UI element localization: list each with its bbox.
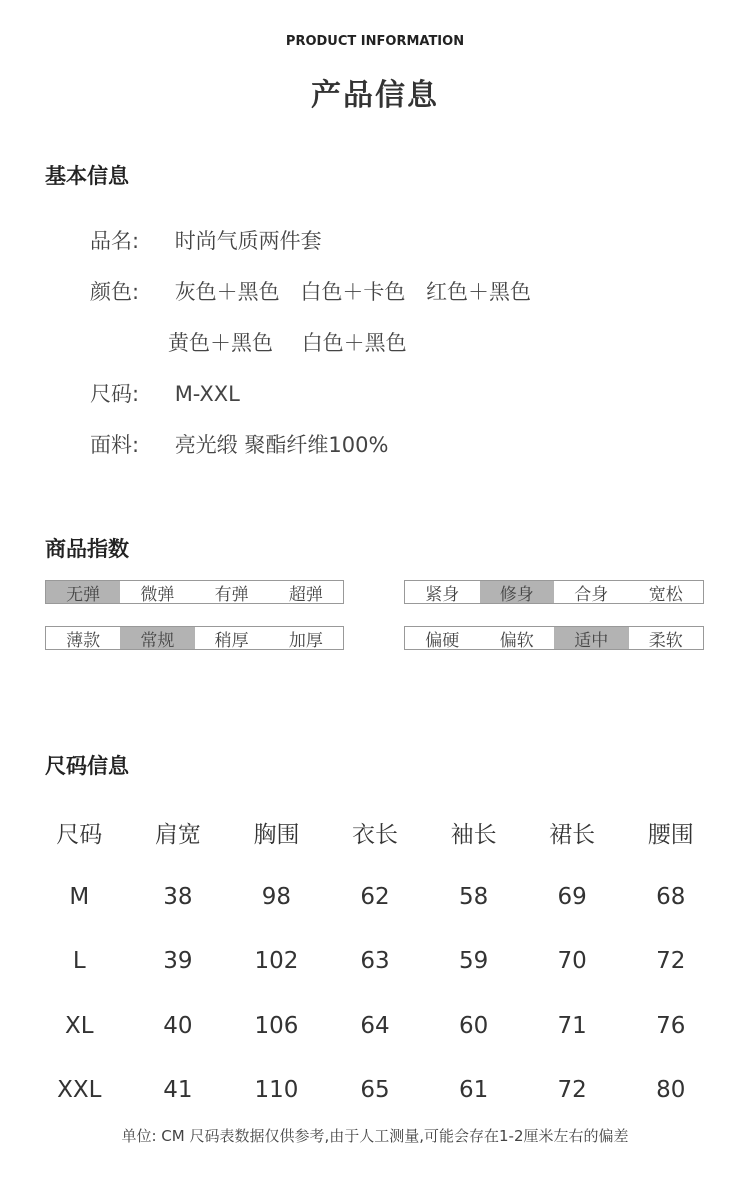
table-row xyxy=(30,1058,720,1123)
table-cell: 64 xyxy=(360,1012,390,1039)
table-cell: 102 xyxy=(254,948,299,975)
name-row xyxy=(90,225,336,255)
table-cell: 62 xyxy=(360,883,390,910)
elasticity-scale xyxy=(45,580,344,604)
name-label: 品名: xyxy=(90,229,140,253)
elasticity-option: 无弹 xyxy=(46,581,120,603)
softness-option: 偏软 xyxy=(499,630,534,651)
thickness-scale xyxy=(45,626,344,650)
softness-option: 适中 xyxy=(554,627,629,649)
table-cell: 106 xyxy=(254,1012,299,1039)
table-cell: 60 xyxy=(458,1012,489,1039)
color-value: 白色＋黑色 xyxy=(301,331,407,355)
table-row xyxy=(30,865,720,930)
thickness-option: 加厚 xyxy=(288,630,323,651)
table-header-cell: 衣长 xyxy=(352,821,399,848)
table-cell: L xyxy=(72,948,86,975)
color-value: 红色＋黑色 xyxy=(426,280,532,304)
color-value: 灰色＋黑色 xyxy=(174,280,280,304)
thickness-option: 薄款 xyxy=(66,630,101,651)
table-header-cell: 裙长 xyxy=(549,821,596,848)
color-row-2 xyxy=(168,327,421,357)
table-cell: 70 xyxy=(557,948,587,975)
table-cell: 72 xyxy=(557,1077,587,1104)
size-label: 尺码: xyxy=(90,382,140,406)
table-cell: 76 xyxy=(656,1012,686,1039)
color-value: 白色＋卡色 xyxy=(300,280,406,304)
table-cell: 68 xyxy=(656,883,686,910)
fit-option: 修身 xyxy=(480,581,555,603)
table-cell: 39 xyxy=(163,948,193,975)
softness-option: 柔软 xyxy=(648,630,683,651)
table-cell: 72 xyxy=(656,948,686,975)
softness-option: 偏硬 xyxy=(425,630,460,651)
page-title: 产品信息 xyxy=(311,78,439,113)
color-value: 黄色＋黑色 xyxy=(168,331,273,355)
size-info-title: 尺码信息 xyxy=(45,754,129,778)
elasticity-option: 有弹 xyxy=(214,584,249,605)
color-label: 颜色: xyxy=(90,280,140,304)
thickness-option: 稍厚 xyxy=(214,630,249,651)
table-cell: 71 xyxy=(557,1012,587,1039)
size-table xyxy=(30,800,720,1123)
table-cell: 80 xyxy=(656,1077,686,1104)
table-cell: 69 xyxy=(557,883,587,910)
fit-option: 紧身 xyxy=(425,584,460,605)
fabric-label: 面料: xyxy=(90,433,140,457)
table-cell: XL xyxy=(65,1012,94,1039)
table-header-cell: 胸围 xyxy=(253,821,300,848)
thickness-option: 常规 xyxy=(120,627,194,649)
fit-option: 宽松 xyxy=(648,584,683,605)
table-cell: M xyxy=(69,883,90,910)
fit-scale xyxy=(404,580,704,604)
table-cell: 59 xyxy=(458,948,489,975)
table-cell: 65 xyxy=(360,1077,390,1104)
table-header-row xyxy=(30,800,720,865)
table-cell: 41 xyxy=(163,1077,193,1104)
table-cell: 110 xyxy=(254,1077,299,1104)
table-header-cell: 腰围 xyxy=(647,821,694,848)
color-row xyxy=(90,276,545,306)
softness-scale xyxy=(404,626,704,650)
table-cell: 98 xyxy=(261,883,292,910)
size-value: M-XXL xyxy=(174,382,240,406)
name-value: 时尚气质两件套 xyxy=(174,229,322,253)
elasticity-option: 微弹 xyxy=(140,584,175,605)
basic-info-title: 基本信息 xyxy=(45,164,129,188)
table-row xyxy=(30,929,720,994)
fit-option: 合身 xyxy=(574,584,609,605)
size-row xyxy=(90,378,254,408)
index-title: 商品指数 xyxy=(45,537,129,561)
fabric-row xyxy=(90,429,402,459)
fabric-value: 亮光缎 聚酯纤维100% xyxy=(174,433,389,457)
measurement-note: 单位: CM 尺码表数据仅供参考,由于人工测量,可能会存在1-2厘米左右的偏差 xyxy=(121,1127,629,1145)
table-cell: 63 xyxy=(360,948,390,975)
table-cell: 61 xyxy=(458,1077,489,1104)
table-cell: XXL xyxy=(57,1077,102,1104)
table-header-cell: 袖长 xyxy=(450,821,497,848)
table-cell: 58 xyxy=(458,883,489,910)
table-header-cell: 肩宽 xyxy=(154,821,201,848)
table-row xyxy=(30,994,720,1059)
table-header-cell: 尺码 xyxy=(56,821,103,848)
table-cell: 40 xyxy=(163,1012,193,1039)
table-cell: 38 xyxy=(163,883,193,910)
elasticity-option: 超弹 xyxy=(288,584,323,605)
eyebrow-text: PRODUCT INFORMATION xyxy=(285,34,465,49)
